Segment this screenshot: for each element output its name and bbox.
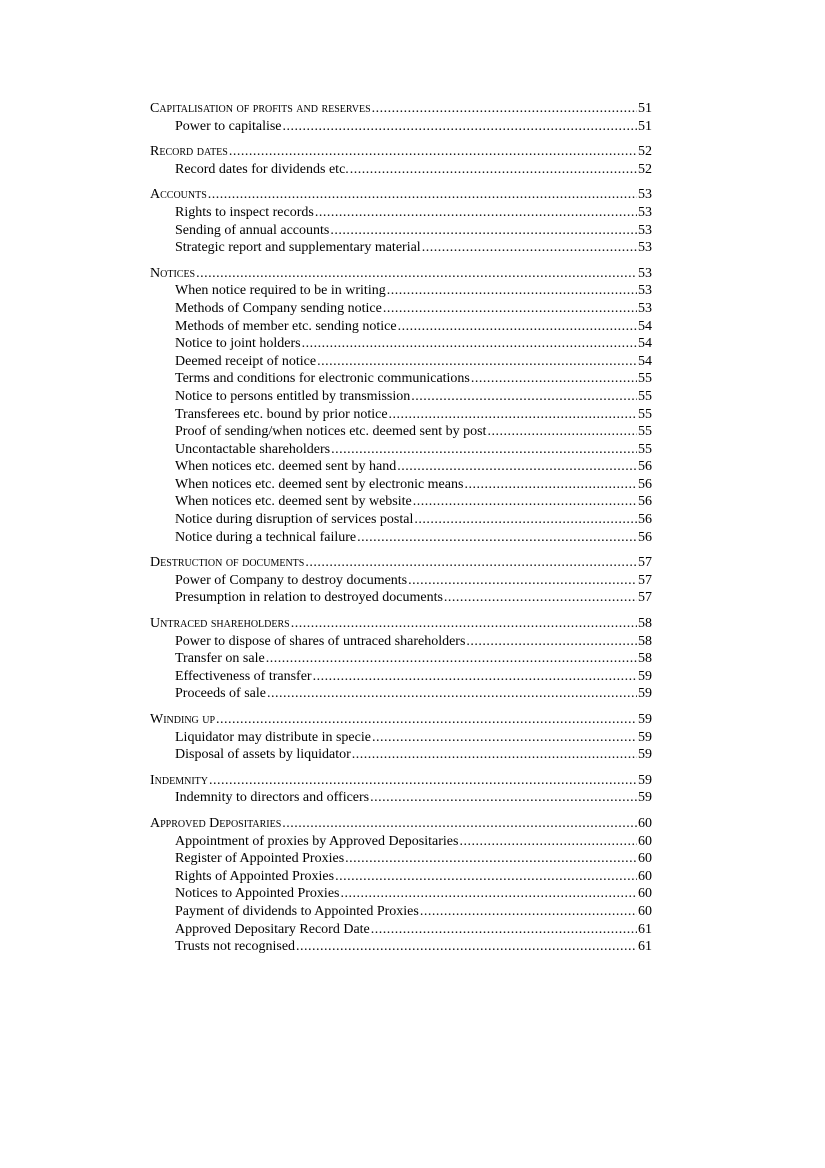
toc-heading-page-number: 53 bbox=[638, 265, 652, 281]
dot-leader bbox=[383, 300, 637, 318]
toc-entry[interactable] bbox=[150, 118, 652, 136]
toc-entry[interactable] bbox=[150, 572, 652, 590]
toc-entry[interactable] bbox=[150, 300, 652, 318]
toc-entry-page-number: 59 bbox=[638, 790, 652, 806]
dot-leader bbox=[330, 222, 637, 240]
dot-leader bbox=[313, 668, 637, 686]
toc-entry[interactable] bbox=[150, 493, 652, 511]
dot-leader bbox=[397, 458, 637, 476]
toc-entry-page-number: 56 bbox=[638, 459, 652, 475]
toc-entry[interactable] bbox=[150, 789, 652, 807]
toc-entry-label: Liquidator may distribute in specie bbox=[175, 729, 371, 745]
toc-entry[interactable] bbox=[150, 388, 652, 406]
toc-section bbox=[150, 772, 652, 807]
toc-entry[interactable] bbox=[150, 685, 652, 703]
toc-heading-page-number: 57 bbox=[638, 555, 652, 571]
toc-entry[interactable] bbox=[150, 833, 652, 851]
toc-heading[interactable] bbox=[150, 143, 652, 161]
dot-leader bbox=[466, 633, 637, 651]
dot-leader bbox=[283, 118, 637, 136]
dot-leader bbox=[471, 370, 637, 388]
toc-entry-page-number: 53 bbox=[638, 204, 652, 220]
toc-heading[interactable] bbox=[150, 265, 652, 283]
toc-entry-page-number: 57 bbox=[638, 590, 652, 606]
toc-entry[interactable] bbox=[150, 650, 652, 668]
toc-entry-page-number: 56 bbox=[638, 529, 652, 545]
toc-entry-page-number: 60 bbox=[638, 903, 652, 919]
toc-entry-page-number: 60 bbox=[638, 833, 652, 849]
toc-entry[interactable] bbox=[150, 529, 652, 547]
dot-leader bbox=[267, 685, 637, 703]
dot-leader bbox=[370, 789, 637, 807]
toc-entry-page-number: 58 bbox=[638, 633, 652, 649]
toc-entry-page-number: 55 bbox=[638, 388, 652, 404]
toc-entry-label: Notices to Appointed Proxies bbox=[175, 886, 340, 902]
toc-section bbox=[150, 265, 652, 547]
toc-entry-label: Rights of Appointed Proxies bbox=[175, 868, 335, 884]
toc-heading[interactable] bbox=[150, 615, 652, 633]
toc-entry[interactable] bbox=[150, 353, 652, 371]
dot-leader bbox=[266, 650, 637, 668]
toc-entry-page-number: 56 bbox=[638, 476, 652, 492]
toc-heading-label: Capitalisation of profits and reserves bbox=[150, 101, 371, 116]
dot-leader bbox=[208, 186, 637, 204]
toc-entry-label: Proof of sending/when notices etc. deemed sent by post bbox=[175, 424, 487, 440]
toc-entry-page-number: 54 bbox=[638, 353, 652, 369]
toc-heading-label: Notices bbox=[150, 265, 196, 281]
toc-entry-page-number: 60 bbox=[638, 886, 652, 902]
toc-entry-label: When notice required to be in writing bbox=[175, 283, 386, 299]
toc-entry[interactable] bbox=[150, 335, 652, 353]
toc-section bbox=[150, 100, 652, 135]
toc-heading-label: Winding up bbox=[150, 712, 216, 727]
toc-heading[interactable] bbox=[150, 772, 652, 790]
toc-heading-label: Record dates bbox=[150, 144, 228, 160]
toc-entry-label: Power of Company to destroy documents bbox=[175, 572, 408, 588]
toc-entry[interactable] bbox=[150, 746, 652, 764]
toc-entry-label: When notices etc. deemed sent by hand bbox=[175, 459, 397, 475]
toc-heading-label: Accounts bbox=[150, 187, 207, 203]
dot-leader bbox=[229, 143, 637, 161]
toc-entry-label: Sending of annual accounts bbox=[175, 222, 330, 238]
toc-entry[interactable] bbox=[150, 850, 652, 868]
toc-entry[interactable] bbox=[150, 476, 652, 494]
toc-entry[interactable] bbox=[150, 903, 652, 921]
toc-heading[interactable] bbox=[150, 186, 652, 204]
toc-section bbox=[150, 143, 652, 178]
dot-leader bbox=[464, 476, 637, 494]
dot-leader bbox=[350, 161, 637, 179]
dot-leader bbox=[372, 100, 637, 118]
toc-entry-label: Methods of member etc. sending notice bbox=[175, 318, 397, 334]
dot-leader bbox=[444, 589, 637, 607]
toc-entry-label: Methods of Company sending notice bbox=[175, 300, 382, 316]
toc-entry-page-number: 59 bbox=[638, 729, 652, 745]
dot-leader bbox=[408, 572, 637, 590]
toc-entry-label: Presumption in relation to destroyed documents bbox=[175, 590, 443, 606]
toc-heading-page-number: 59 bbox=[638, 772, 652, 788]
toc-heading-page-number: 53 bbox=[638, 187, 652, 203]
toc-entry-label: Power to capitalise bbox=[175, 118, 282, 134]
dot-leader bbox=[341, 885, 638, 903]
toc-entry[interactable] bbox=[150, 406, 652, 424]
toc-entry[interactable] bbox=[150, 589, 652, 607]
toc-entry[interactable] bbox=[150, 938, 652, 956]
toc-entry-label: Transferees etc. bound by prior notice bbox=[175, 406, 388, 422]
toc-entry-label: Notice during disruption of services postal bbox=[175, 512, 414, 528]
toc-entry-label: Notice to persons entitled by transmission bbox=[175, 388, 411, 404]
toc-heading-page-number: 52 bbox=[638, 144, 652, 160]
dot-leader bbox=[420, 903, 637, 921]
toc-entry[interactable] bbox=[150, 729, 652, 747]
toc-entry-label: Power to dispose of shares of untraced shareholders bbox=[175, 633, 466, 649]
toc-entry[interactable] bbox=[150, 161, 652, 179]
toc-heading-page-number: 58 bbox=[638, 616, 652, 632]
toc-heading[interactable] bbox=[150, 711, 652, 729]
dot-leader bbox=[487, 423, 637, 441]
toc-entry-label: Strategic report and supplementary material bbox=[175, 240, 421, 256]
toc-entry-page-number: 52 bbox=[638, 161, 652, 177]
dot-leader bbox=[335, 868, 637, 886]
toc-entry-page-number: 53 bbox=[638, 283, 652, 299]
dot-leader bbox=[422, 239, 637, 257]
toc-entry-page-number: 55 bbox=[638, 371, 652, 387]
toc-entry-label: Terms and conditions for electronic communications bbox=[175, 371, 470, 387]
toc-entry-label: Notice during a technical failure bbox=[175, 529, 357, 545]
toc-heading[interactable] bbox=[150, 100, 652, 118]
toc-entry-label: Deemed receipt of notice bbox=[175, 353, 317, 369]
toc-entry-label: Rights to inspect records bbox=[175, 204, 314, 220]
toc-entry-page-number: 58 bbox=[638, 651, 652, 667]
toc-heading-page-number: 60 bbox=[638, 815, 652, 831]
toc-entry[interactable] bbox=[150, 668, 652, 686]
toc-entry-label: Transfer on sale bbox=[175, 651, 265, 667]
toc-section bbox=[150, 711, 652, 764]
toc-entry[interactable] bbox=[150, 885, 652, 903]
toc-entry[interactable] bbox=[150, 222, 652, 240]
toc-heading[interactable] bbox=[150, 815, 652, 833]
toc-entry-label: Trusts not recognised bbox=[175, 939, 296, 955]
toc-entry-page-number: 55 bbox=[638, 424, 652, 440]
dot-leader bbox=[459, 833, 637, 851]
toc-entry-page-number: 55 bbox=[638, 441, 652, 457]
toc-entry-label: Proceeds of sale bbox=[175, 686, 266, 702]
toc-heading-label: Indemnity bbox=[150, 772, 208, 788]
table-of-contents bbox=[150, 100, 652, 964]
toc-heading-page-number: 51 bbox=[638, 101, 652, 116]
toc-entry-label: Approved Depositary Record Date bbox=[175, 921, 370, 937]
toc-entry-label: Effectiveness of transfer bbox=[175, 668, 312, 684]
toc-entry[interactable] bbox=[150, 511, 652, 529]
toc-entry[interactable] bbox=[150, 458, 652, 476]
dot-leader bbox=[296, 938, 637, 956]
toc-entry-page-number: 61 bbox=[638, 939, 652, 955]
toc-section bbox=[150, 554, 652, 607]
toc-entry-label: Payment of dividends to Appointed Proxies bbox=[175, 903, 419, 919]
dot-leader bbox=[305, 554, 637, 572]
toc-entry[interactable] bbox=[150, 633, 652, 651]
toc-entry-label: Record dates for dividends etc. bbox=[175, 161, 349, 177]
toc-entry[interactable] bbox=[150, 318, 652, 336]
dot-leader bbox=[371, 921, 637, 939]
dot-leader bbox=[291, 615, 637, 633]
toc-entry[interactable] bbox=[150, 868, 652, 886]
dot-leader bbox=[372, 729, 637, 747]
dot-leader bbox=[196, 265, 637, 283]
toc-entry-page-number: 56 bbox=[638, 494, 652, 510]
toc-section bbox=[150, 186, 652, 256]
toc-entry[interactable] bbox=[150, 204, 652, 222]
toc-entry-page-number: 59 bbox=[638, 686, 652, 702]
dot-leader bbox=[411, 388, 637, 406]
toc-section bbox=[150, 615, 652, 703]
dot-leader bbox=[352, 746, 637, 764]
toc-entry-page-number: 60 bbox=[638, 868, 652, 884]
toc-entry-page-number: 55 bbox=[638, 406, 652, 422]
toc-entry-page-number: 54 bbox=[638, 336, 652, 352]
toc-entry[interactable] bbox=[150, 441, 652, 459]
toc-entry-page-number: 53 bbox=[638, 240, 652, 256]
toc-heading-label: Approved Depositaries bbox=[150, 815, 282, 831]
toc-entry-label: Uncontactable shareholders bbox=[175, 441, 331, 457]
toc-entry-page-number: 59 bbox=[638, 747, 652, 763]
toc-entry-page-number: 60 bbox=[638, 851, 652, 867]
dot-leader bbox=[216, 711, 637, 729]
dot-leader bbox=[357, 529, 637, 547]
dot-leader bbox=[331, 441, 637, 459]
dot-leader bbox=[414, 511, 637, 529]
dot-leader bbox=[398, 318, 637, 336]
dot-leader bbox=[345, 850, 637, 868]
dot-leader bbox=[282, 815, 637, 833]
toc-entry[interactable] bbox=[150, 921, 652, 939]
toc-heading[interactable] bbox=[150, 554, 652, 572]
toc-entry-label: Register of Appointed Proxies bbox=[175, 851, 345, 867]
toc-entry-label: Notice to joint holders bbox=[175, 336, 301, 352]
toc-entry-page-number: 59 bbox=[638, 668, 652, 684]
toc-heading-label: Untraced shareholders bbox=[150, 616, 290, 632]
toc-entry-page-number: 61 bbox=[638, 921, 652, 937]
dot-leader bbox=[209, 772, 637, 790]
toc-entry[interactable] bbox=[150, 239, 652, 257]
toc-section bbox=[150, 815, 652, 956]
toc-entry[interactable] bbox=[150, 423, 652, 441]
toc-entry[interactable] bbox=[150, 282, 652, 300]
toc-entry-page-number: 51 bbox=[638, 118, 652, 134]
toc-entry-label: When notices etc. deemed sent by website bbox=[175, 494, 412, 510]
toc-entry-page-number: 53 bbox=[638, 300, 652, 316]
toc-entry[interactable] bbox=[150, 370, 652, 388]
dot-leader bbox=[302, 335, 637, 353]
dot-leader bbox=[317, 353, 637, 371]
toc-entry-page-number: 54 bbox=[638, 318, 652, 334]
toc-entry-label: Disposal of assets by liquidator bbox=[175, 747, 351, 763]
toc-entry-page-number: 57 bbox=[638, 572, 652, 588]
dot-leader bbox=[389, 406, 637, 424]
toc-entry-page-number: 56 bbox=[638, 512, 652, 528]
toc-entry-page-number: 53 bbox=[638, 222, 652, 238]
toc-heading-label: Destruction of documents bbox=[150, 555, 305, 571]
dot-leader bbox=[413, 493, 637, 511]
toc-entry-label: Indemnity to directors and officers bbox=[175, 790, 370, 806]
toc-heading-page-number: 59 bbox=[638, 712, 652, 727]
dot-leader bbox=[315, 204, 637, 222]
dot-leader bbox=[387, 282, 637, 300]
toc-entry-label: When notices etc. deemed sent by electronic means bbox=[175, 476, 464, 492]
toc-entry-label: Appointment of proxies by Approved Depositaries bbox=[175, 833, 459, 849]
